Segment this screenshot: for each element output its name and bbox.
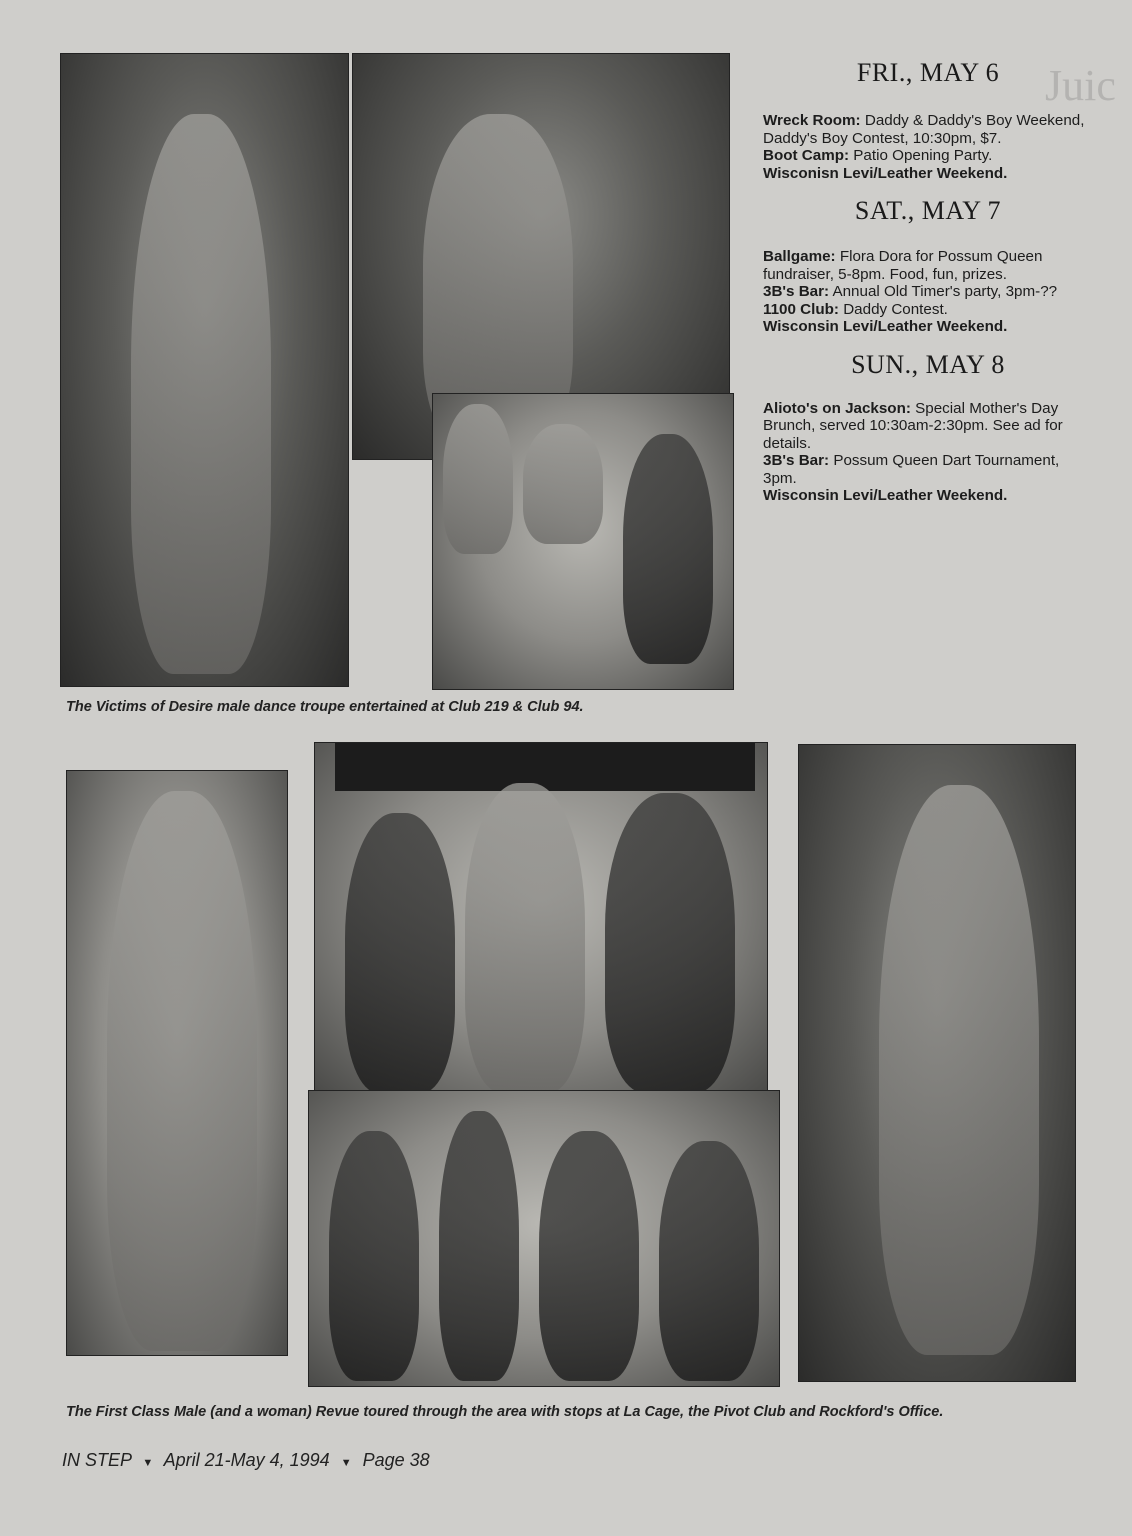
photo-woman-dancer bbox=[798, 744, 1076, 1382]
triangle-separator-icon: ▼ bbox=[142, 1457, 154, 1469]
photo-bodybuilder bbox=[66, 770, 288, 1356]
caption-top: The Victims of Desire male dance troupe entertained at Club 219 & Club 94. bbox=[66, 699, 584, 715]
photo-dancer-left bbox=[60, 53, 349, 687]
day-heading-fri: FRI., MAY 6 bbox=[856, 58, 1000, 87]
event-item: 3B's Bar: Annual Old Timer's party, 3pm-?? bbox=[763, 283, 1058, 300]
footer-publication: IN STEP bbox=[62, 1450, 132, 1470]
footer-dates: April 21-May 4, 1994 bbox=[163, 1450, 330, 1470]
day-heading-sun: SUN., MAY 8 bbox=[851, 349, 1005, 379]
day-heading-sat: SAT., MAY 7 bbox=[854, 196, 1002, 225]
event-item: Boot Camp: Patio Opening Party. bbox=[763, 147, 993, 164]
bleed-through-text: Juic bbox=[1045, 61, 1116, 110]
photo-stage-trio bbox=[314, 742, 768, 1094]
page-footer bbox=[62, 1450, 430, 1471]
event-item: 1100 Club: Daddy Contest. bbox=[763, 300, 948, 318]
footer-page-number: Page 38 bbox=[362, 1450, 430, 1470]
event-item: Wreck Room: Daddy & Daddy's Boy Weekend, Daddy's Boy Contest, 10:30pm, $7. bbox=[763, 112, 1085, 147]
event-item: Ballgame: Flora Dora for Possum Queen fundraiser, 5-8pm. Food, fun, prizes. bbox=[763, 248, 1043, 283]
triangle-separator-icon: ▼ bbox=[340, 1457, 352, 1469]
event-listings bbox=[763, 58, 1093, 505]
event-item: Alioto's on Jackson: Special Mother's Day Brunch, served 10:30am-2:30pm. See ad for details. bbox=[763, 399, 1063, 452]
photo-audience bbox=[432, 393, 734, 690]
photo-group-pose bbox=[308, 1090, 780, 1387]
event-item: Wisconsin Levi/Leather Weekend. bbox=[763, 487, 1008, 504]
event-item: 3B's Bar: Possum Queen Dart Tournament, 3pm. bbox=[763, 452, 1060, 487]
event-item: Wisconsin Levi/Leather Weekend. bbox=[763, 318, 1008, 335]
event-item: Wisconisn Levi/Leather Weekend. bbox=[763, 164, 1008, 182]
caption-bottom: The First Class Male (and a woman) Revue toured through the area with stops at La Cage, the Pivot Club and Rockford's Office. bbox=[66, 1404, 944, 1420]
